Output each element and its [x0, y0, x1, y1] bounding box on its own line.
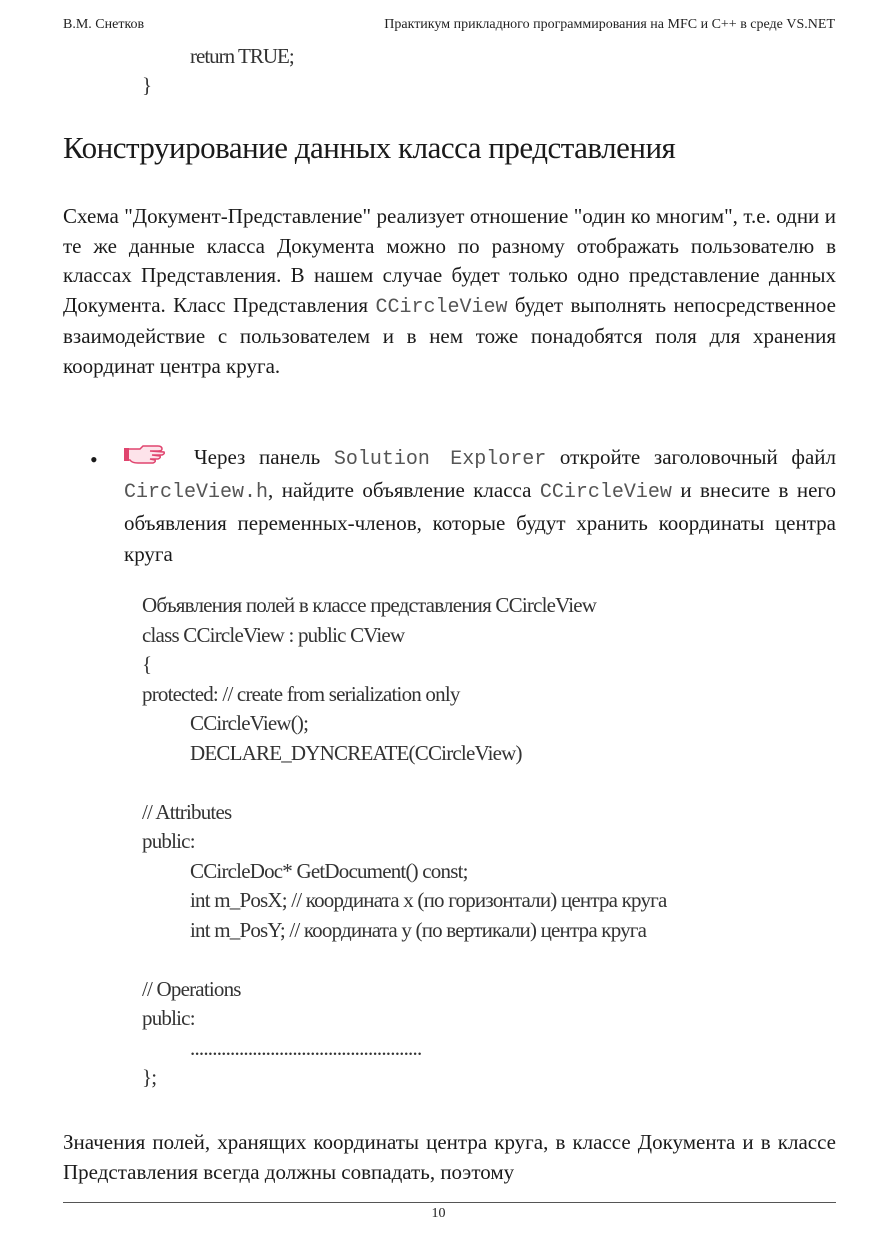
code-line: {: [142, 652, 152, 676]
code-line: protected: // create from serialization only: [142, 681, 460, 706]
inline-code: CircleView.h: [124, 481, 269, 504]
code-listing: [142, 591, 667, 1093]
code-fragment-top: [142, 42, 294, 100]
bullet-text-part: Через панель: [194, 445, 334, 469]
code-line: }: [142, 73, 152, 97]
header-author: В.М. Снетков: [63, 17, 145, 32]
inline-code: Solution Explorer: [333, 448, 547, 471]
code-line: public:: [142, 829, 195, 853]
code-line: CCircleView();: [190, 711, 309, 735]
code-line: CCircleDoc* GetDocument() const;: [190, 858, 468, 883]
code-line: return TRUE;: [190, 44, 294, 68]
pointing-hand-icon: [124, 444, 166, 466]
page-number: 10: [431, 1206, 446, 1221]
paragraph: [63, 202, 836, 381]
header-title: Практикум прикладного программирования на MFC и C++ в среде VS.NET: [384, 17, 835, 32]
code-line: int m_PosY; // координата y (по вертикали) центра круга: [190, 917, 647, 942]
code-line: Объявления полей в классе представления CCircleView: [142, 593, 597, 617]
paragraph: Значения полей, хранящих координаты центра круга, в классе Документа и в классе Представления всегда должны совпадать, поэтому: [63, 1130, 836, 1184]
paragraph-text: будет выполнять непосредственное взаимодействие с пользователем и в нем тоже понадобятся поля для хранения координат центра круга.: [63, 292, 836, 378]
bullet-text-part: и внесите в него объявления переменных-членов, которые будут хранить координаты центра круга: [124, 478, 836, 566]
section-heading: Конструирование данных класса представления: [63, 130, 676, 165]
code-line: class CCircleView : public CView: [142, 622, 405, 647]
inline-code: CCircleView: [375, 295, 508, 319]
code-line: [142, 945, 667, 975]
code-line: public:: [142, 1006, 195, 1030]
paragraph-text: Схема "Документ-Представление" реализует отношение "один ко многим", т.е. одни и те же данные класса Документа можно по разному отображать пользователю в классах Представления. В нашем случае будет только одно представление данных Документа. Класс Представления: [63, 204, 836, 317]
bullet-text-part: откройте заголовочный файл: [546, 445, 836, 469]
bullet-dot-icon: •: [90, 447, 98, 472]
bullet-text: [124, 442, 836, 570]
inline-code: CCircleView: [539, 481, 672, 504]
code-line: int m_PosX; // координата x (по горизонтали) центра круга: [190, 888, 667, 912]
footer-divider: [63, 1202, 836, 1203]
code-line: // Operations: [142, 976, 241, 1001]
bullet-text-part: , найдите объявление класса: [268, 478, 540, 502]
code-line: // Attributes: [142, 799, 232, 824]
code-line: };: [142, 1065, 157, 1089]
code-line: ....................................................: [190, 1035, 422, 1060]
code-line: [142, 768, 667, 798]
code-line: DECLARE_DYNCREATE(CCircleView): [190, 740, 522, 765]
